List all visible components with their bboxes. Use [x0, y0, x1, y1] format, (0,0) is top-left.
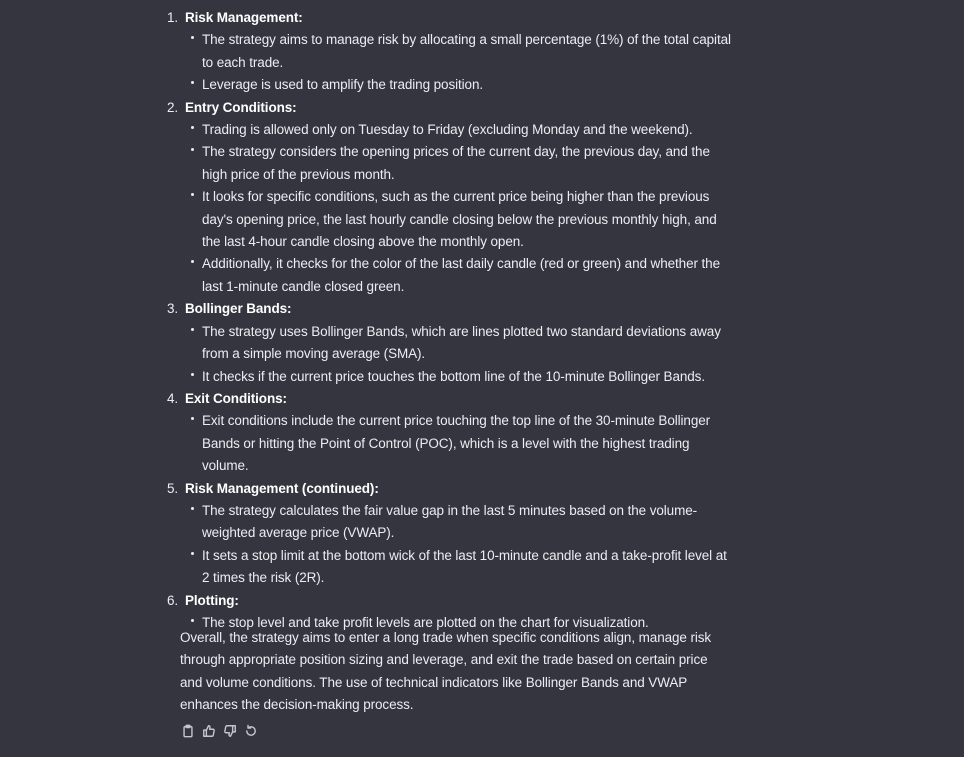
bullet-item [185, 29, 734, 74]
section-bullets [185, 410, 760, 477]
section-title: Exit Conditions: [185, 390, 287, 406]
section-number: 3. [167, 301, 179, 317]
bullet-text: The stop level and take profit levels are plotted on the chart for visualization. [202, 614, 649, 630]
bullet-item [185, 186, 734, 253]
section-item [160, 388, 760, 478]
copy-button[interactable] [180, 723, 195, 738]
bullet-text: It looks for specific conditions, such as the current price being higher than the previous day's opening price, the last hourly candle closing below the previous monthly high, and the last 4-hour candle closing above the monthly open. [202, 189, 717, 250]
bullet-text: The strategy uses Bollinger Bands, which are lines plotted two standard deviations away from a simple moving average (SMA). [202, 323, 721, 362]
section-number: 5. [167, 480, 179, 496]
bullet-text: The strategy aims to manage risk by allocating a small percentage (1%) of the total capital to each trade. [202, 32, 731, 70]
bullet-item [185, 500, 734, 545]
section-item [160, 478, 760, 590]
section-bullets [185, 500, 760, 590]
section-number: 2. [167, 99, 179, 115]
section-number: 1. [167, 10, 179, 25]
bullet-text: It checks if the current price touches the bottom line of the 10-minute Bollinger Bands. [202, 368, 705, 384]
section-item [160, 7, 760, 97]
bullet-dot [191, 193, 194, 196]
bullet-text: Leverage is used to amplify the trading position. [202, 77, 484, 93]
section-title: Bollinger Bands: [185, 301, 292, 317]
thumbs-up-button[interactable] [201, 723, 216, 738]
bullet-item [185, 545, 734, 590]
bullet-text: Exit conditions include the current price touching the top line of the 30-minute Bollinger Bands or hitting the Point of Control (POC), which is a level with the highest trading volume. [202, 413, 711, 474]
bullet-dot [191, 328, 194, 331]
section-bullets [185, 29, 760, 96]
bullet-dot [191, 81, 194, 84]
bullet-text: Trading is allowed only on Tuesday to Friday (excluding Monday and the weekend). [202, 122, 693, 138]
section-title: Risk Management (continued): [185, 480, 379, 496]
regenerate-button[interactable] [243, 723, 258, 738]
section-bullets [185, 119, 760, 298]
regenerate-icon [244, 724, 258, 738]
message-actions [180, 723, 258, 738]
thumbs-down-icon [223, 724, 237, 738]
bullet-dot [191, 126, 194, 129]
copy-icon [181, 724, 195, 738]
bullet-item [185, 141, 734, 186]
section-title: Risk Management: [185, 10, 303, 25]
bullet-item [185, 321, 734, 366]
bullet-text: Additionally, it checks for the color of the last daily candle (red or green) and whether the last 1-minute candle closed green. [202, 256, 720, 294]
bullet-item [185, 366, 734, 388]
strategy-sections-list [160, 7, 760, 634]
bullet-dot [191, 260, 194, 263]
bullet-item [185, 410, 734, 477]
thumbs-up-icon [202, 724, 216, 738]
bullet-text: It sets a stop limit at the bottom wick of the last 10-minute candle and a take-profit level at 2 times the risk (2R). [202, 547, 727, 586]
section-number: 4. [167, 390, 179, 406]
bullet-dot [191, 148, 194, 151]
thumbs-down-button[interactable] [222, 723, 237, 738]
section-title: Entry Conditions: [185, 99, 297, 115]
bullet-dot [191, 36, 194, 39]
bullet-text: The strategy calculates the fair value gap in the last 5 minutes based on the volume-weighted average price (VWAP). [202, 502, 698, 541]
bullet-dot [191, 552, 194, 555]
bullet-text: The strategy considers the opening prices of the current day, the previous day, and the high price of the previous month. [202, 144, 710, 182]
bullet-dot [191, 619, 194, 622]
section-item [160, 97, 760, 299]
section-bullets [185, 321, 760, 388]
bullet-item [185, 119, 734, 141]
overall-summary: Overall, the strategy aims to enter a long trade when specific conditions align, manage risk through appropriate position sizing and leverage, and exit the trade based on certain price and volume conditions. The use of technical indicators like Bollinger Bands and VWAP enhances the decision-making process. [180, 630, 712, 713]
bullet-dot [191, 417, 194, 420]
section-number: 6. [167, 592, 179, 608]
bullet-item [185, 74, 734, 96]
section-item [160, 298, 760, 388]
bullet-dot [191, 373, 194, 376]
bullet-item [185, 253, 734, 298]
bullet-dot [191, 507, 194, 510]
section-title: Plotting: [185, 592, 239, 608]
